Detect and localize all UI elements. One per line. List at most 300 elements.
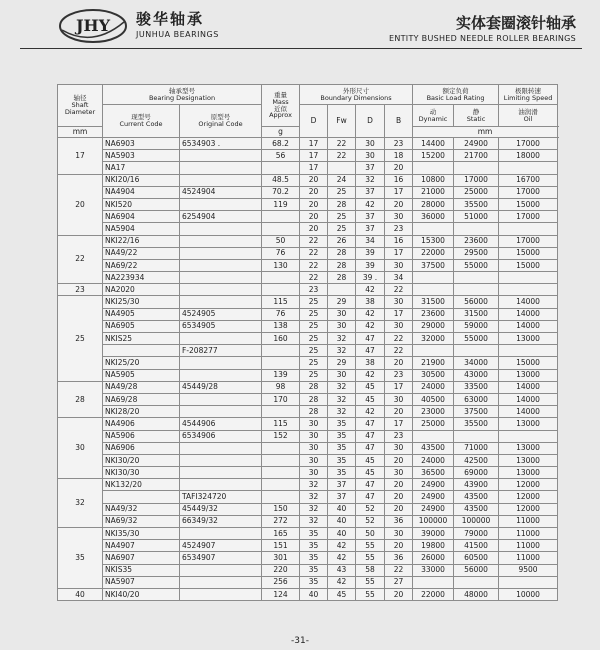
- table-row: [58, 564, 558, 576]
- mass-cell: 170: [262, 393, 300, 405]
- dynamic-load-cell: 23000: [413, 406, 454, 418]
- current-code-cell: NA4904: [103, 186, 180, 198]
- dim-fw-cell: 25: [328, 211, 356, 223]
- current-code-cell: [103, 491, 180, 503]
- mass-cell: 119: [262, 198, 300, 210]
- dim-d-cell: 22: [300, 235, 328, 247]
- original-code-cell: 6534907: [180, 552, 262, 564]
- dim-d-cell: 22: [300, 272, 328, 284]
- static-load-cell: 43500: [454, 491, 499, 503]
- current-code-cell: NA6903: [103, 138, 180, 150]
- dim-fw-cell: 40: [328, 528, 356, 540]
- current-code-cell: NKI28/20: [103, 406, 180, 418]
- static-load-cell: [454, 345, 499, 357]
- dim-fw-cell: 40: [328, 515, 356, 527]
- dim-outer-d-cell: 47: [356, 418, 385, 430]
- shaft-diameter-cell: 23: [58, 284, 103, 296]
- dim-d-cell: 35: [300, 576, 328, 588]
- static-load-cell: 56000: [454, 564, 499, 576]
- current-code-cell: NA223934: [103, 272, 180, 284]
- dim-fw-cell: [328, 284, 356, 296]
- current-code-cell: NA49/22: [103, 247, 180, 259]
- oil-speed-cell: 11000: [499, 528, 558, 540]
- oil-speed-cell: 11000: [499, 540, 558, 552]
- mass-cell: 76: [262, 247, 300, 259]
- table-row: [58, 503, 558, 515]
- dim-fw-cell: 30: [328, 320, 356, 332]
- mass-cell: 139: [262, 369, 300, 381]
- dynamic-load-cell: 40500: [413, 393, 454, 405]
- dim-d-cell: 25: [300, 320, 328, 332]
- mass-cell: 151: [262, 540, 300, 552]
- dim-fw-cell: 32: [328, 381, 356, 393]
- current-code-cell: NA5905: [103, 369, 180, 381]
- dim-fw-cell: 40: [328, 503, 356, 515]
- original-code-cell: [180, 272, 262, 284]
- dim-d-cell: 25: [300, 308, 328, 320]
- dim-outer-d-cell: 42: [356, 308, 385, 320]
- dim-b-cell: 30: [385, 320, 413, 332]
- original-code-cell: [180, 150, 262, 162]
- dim-outer-d-cell: 39: [356, 247, 385, 259]
- dim-b-cell: 23: [385, 369, 413, 381]
- oil-speed-cell: [499, 223, 558, 235]
- dynamic-load-cell: 39000: [413, 528, 454, 540]
- table-row: [58, 186, 558, 198]
- dim-fw-cell: 37: [328, 491, 356, 503]
- dim-d-cell: 28: [300, 393, 328, 405]
- dim-outer-d-cell: 37: [356, 223, 385, 235]
- oil-speed-cell: [499, 272, 558, 284]
- static-load-cell: 23600: [454, 235, 499, 247]
- static-load-cell: 56000: [454, 296, 499, 308]
- table-row: [58, 211, 558, 223]
- dim-fw-cell: 35: [328, 454, 356, 466]
- shaft-diameter-cell: 30: [58, 418, 103, 479]
- table-row: [58, 284, 558, 296]
- limiting-speed-header: 极限转速 Limiting Speed: [499, 85, 558, 105]
- dim-outer-d-cell: 38: [356, 357, 385, 369]
- static-load-cell: 25000: [454, 186, 499, 198]
- dynamic-load-cell: 25000: [413, 418, 454, 430]
- static-load-cell: 34000: [454, 357, 499, 369]
- dynamic-load-cell: [413, 284, 454, 296]
- current-code-cell: NKI22/16: [103, 235, 180, 247]
- table-row: [58, 235, 558, 247]
- shaft-diameter-cell: 40: [58, 588, 103, 600]
- dim-d-cell: 25: [300, 296, 328, 308]
- dynamic-load-cell: [413, 223, 454, 235]
- original-code-cell: [180, 576, 262, 588]
- dim-fw-cell: 28: [328, 272, 356, 284]
- dim-fw-cell: 28: [328, 259, 356, 271]
- static-load-cell: 41500: [454, 540, 499, 552]
- oil-speed-cell: 11000: [499, 552, 558, 564]
- current-code-cell: NK132/20: [103, 479, 180, 491]
- static-load-cell: [454, 430, 499, 442]
- original-code-cell: [180, 528, 262, 540]
- original-code-cell: 4524905: [180, 308, 262, 320]
- dim-b-cell: 20: [385, 479, 413, 491]
- table-header: [58, 85, 558, 138]
- original-code-cell: [180, 333, 262, 345]
- dim-fw-cell: 29: [328, 296, 356, 308]
- dim-outer-d-header: D: [356, 105, 385, 138]
- mass-cell: [262, 454, 300, 466]
- table-row: [58, 198, 558, 210]
- mass-cell: 124: [262, 588, 300, 600]
- mass-cell: [262, 345, 300, 357]
- dim-d-cell: 32: [300, 479, 328, 491]
- dim-d-cell: 28: [300, 381, 328, 393]
- dim-outer-d-cell: 42: [356, 369, 385, 381]
- table-body: [58, 138, 558, 601]
- original-code-cell: 4544906: [180, 418, 262, 430]
- shaft-diameter-cell: 22: [58, 235, 103, 284]
- mass-unit: g: [262, 127, 300, 138]
- dynamic-load-cell: 26000: [413, 552, 454, 564]
- dim-fw-cell: 32: [328, 345, 356, 357]
- dim-b-cell: 36: [385, 552, 413, 564]
- dim-b-cell: 20: [385, 540, 413, 552]
- static-load-cell: 42500: [454, 454, 499, 466]
- table-row: [58, 393, 558, 405]
- dim-d-cell: 25: [300, 345, 328, 357]
- oil-speed-cell: 15000: [499, 357, 558, 369]
- dynamic-load-cell: 37500: [413, 259, 454, 271]
- dim-fw-cell: [328, 162, 356, 174]
- original-code-cell: [180, 284, 262, 296]
- mass-cell: 165: [262, 528, 300, 540]
- current-code-cell: NA4907: [103, 540, 180, 552]
- current-code-cell: NA2020: [103, 284, 180, 296]
- dim-b-header: B: [385, 105, 413, 138]
- dim-fw-cell: 26: [328, 235, 356, 247]
- table-row: [58, 381, 558, 393]
- oil-speed-cell: [499, 430, 558, 442]
- dynamic-load-cell: 23600: [413, 308, 454, 320]
- current-code-cell: NA5903: [103, 150, 180, 162]
- current-code-cell: NA69/32: [103, 515, 180, 527]
- dim-fw-cell: 37: [328, 479, 356, 491]
- dim-fw-cell: 32: [328, 406, 356, 418]
- dim-outer-d-cell: 39 .: [356, 272, 385, 284]
- static-load-cell: 37500: [454, 406, 499, 418]
- dim-outer-d-cell: 45: [356, 381, 385, 393]
- dim-outer-d-cell: 42: [356, 284, 385, 296]
- dynamic-load-cell: 10800: [413, 174, 454, 186]
- original-code-cell: [180, 564, 262, 576]
- dim-outer-d-cell: 47: [356, 479, 385, 491]
- current-code-cell: NA4906: [103, 418, 180, 430]
- table-row: [58, 528, 558, 540]
- jhy-logo: [58, 8, 128, 44]
- table-row: [58, 138, 558, 150]
- dim-outer-d-cell: 52: [356, 503, 385, 515]
- dim-b-cell: 34: [385, 272, 413, 284]
- dim-outer-d-cell: 32: [356, 174, 385, 186]
- table-row: [58, 467, 558, 479]
- dim-fw-cell: 25: [328, 223, 356, 235]
- table-row: [58, 588, 558, 600]
- dim-fw-cell: 45: [328, 588, 356, 600]
- dim-outer-d-cell: 42: [356, 406, 385, 418]
- dim-fw-cell: 30: [328, 369, 356, 381]
- dim-b-cell: 22: [385, 333, 413, 345]
- oil-speed-cell: 11000: [499, 515, 558, 527]
- bearing-designation-header: 轴承型号 Bearing Designation: [103, 85, 262, 105]
- static-load-cell: 43000: [454, 369, 499, 381]
- dim-d-cell: 20: [300, 223, 328, 235]
- static-load-cell: 35500: [454, 418, 499, 430]
- static-load-cell: 29500: [454, 247, 499, 259]
- oil-speed-cell: 12000: [499, 503, 558, 515]
- bearing-spec-table: [57, 84, 558, 601]
- table-row: [58, 442, 558, 454]
- dim-fw-cell: 43: [328, 564, 356, 576]
- dynamic-load-cell: 24000: [413, 454, 454, 466]
- static-load-cell: 60500: [454, 552, 499, 564]
- current-code-cell: NA69/22: [103, 259, 180, 271]
- dynamic-load-cell: 33000: [413, 564, 454, 576]
- current-code-cell: NKI520: [103, 198, 180, 210]
- original-code-cell: [180, 369, 262, 381]
- oil-speed-cell: 17000: [499, 211, 558, 223]
- original-code-cell: [180, 393, 262, 405]
- dim-fw-cell: 32: [328, 393, 356, 405]
- oil-speed-cell: 14000: [499, 320, 558, 332]
- shaft-diameter-cell: 32: [58, 479, 103, 528]
- table-row: [58, 247, 558, 259]
- mass-cell: 56: [262, 150, 300, 162]
- dim-fw-cell: 28: [328, 198, 356, 210]
- load-rating-header: 额定负荷 Basic Load Rating: [413, 85, 499, 105]
- dim-b-cell: 22: [385, 284, 413, 296]
- original-code-cell: 4524904: [180, 186, 262, 198]
- current-code-cell: NA17: [103, 162, 180, 174]
- page-header: [0, 0, 600, 52]
- mass-cell: 160: [262, 333, 300, 345]
- table-row: [58, 174, 558, 186]
- dim-fw-cell: 42: [328, 576, 356, 588]
- static-load-cell: 21700: [454, 150, 499, 162]
- static-load-cell: [454, 284, 499, 296]
- mass-cell: 48.5: [262, 174, 300, 186]
- dynamic-load-cell: 24900: [413, 479, 454, 491]
- oil-speed-cell: 12000: [499, 491, 558, 503]
- dim-b-cell: 30: [385, 296, 413, 308]
- static-load-cell: 63000: [454, 393, 499, 405]
- static-load-cell: [454, 576, 499, 588]
- table-row: [58, 162, 558, 174]
- static-load-cell: 43500: [454, 503, 499, 515]
- table-row: [58, 272, 558, 284]
- dim-b-cell: 20: [385, 162, 413, 174]
- mass-cell: [262, 357, 300, 369]
- table-row: [58, 345, 558, 357]
- oil-speed-cell: 15000: [499, 247, 558, 259]
- static-load-cell: 17000: [454, 174, 499, 186]
- table-row: [58, 333, 558, 345]
- original-code-cell: [180, 235, 262, 247]
- dim-fw-cell: 24: [328, 174, 356, 186]
- mass-cell: 301: [262, 552, 300, 564]
- mass-cell: [262, 223, 300, 235]
- original-code-cell: [180, 198, 262, 210]
- oil-speed-cell: 15000: [499, 198, 558, 210]
- original-code-cell: 6534905: [180, 320, 262, 332]
- dynamic-load-cell: 43500: [413, 442, 454, 454]
- table-row: [58, 223, 558, 235]
- dim-b-cell: 16: [385, 174, 413, 186]
- dim-b-cell: 20: [385, 588, 413, 600]
- dim-outer-d-cell: 45: [356, 393, 385, 405]
- original-code-cell: 6534903 .: [180, 138, 262, 150]
- current-code-cell: NA49/32: [103, 503, 180, 515]
- oil-speed-cell: 10000: [499, 588, 558, 600]
- current-code-cell: NA69/28: [103, 393, 180, 405]
- shaft-diameter-header: 轴径 Shaft Diameter: [58, 85, 103, 127]
- mass-cell: 68.2: [262, 138, 300, 150]
- table-row: [58, 296, 558, 308]
- logo-text: JHY: [75, 16, 111, 35]
- dim-d-cell: 32: [300, 515, 328, 527]
- table-row: [58, 406, 558, 418]
- dim-b-cell: 20: [385, 357, 413, 369]
- original-code-cell: TAFI324720: [180, 491, 262, 503]
- current-code-cell: NKI35/30: [103, 528, 180, 540]
- oil-speed-cell: 14000: [499, 381, 558, 393]
- dim-d-cell: 17: [300, 162, 328, 174]
- dim-d-cell: 20: [300, 211, 328, 223]
- dim-b-cell: 27: [385, 576, 413, 588]
- dynamic-load-cell: [413, 345, 454, 357]
- dim-b-cell: 17: [385, 418, 413, 430]
- static-load-cell: 69000: [454, 467, 499, 479]
- dim-fw-cell: 42: [328, 552, 356, 564]
- current-code-cell: NKI30/30: [103, 467, 180, 479]
- dim-d-cell: 25: [300, 333, 328, 345]
- mass-cell: [262, 467, 300, 479]
- dim-d-cell: 28: [300, 406, 328, 418]
- dim-d-cell: 30: [300, 418, 328, 430]
- shaft-diameter-cell: 28: [58, 381, 103, 418]
- dynamic-load-cell: 15300: [413, 235, 454, 247]
- shaft-diameter-cell: 20: [58, 174, 103, 235]
- dim-outer-d-cell: 45: [356, 454, 385, 466]
- brand-name-en: JUNHUA BEARINGS: [136, 30, 219, 39]
- original-code-cell: [180, 442, 262, 454]
- mass-cell: 220: [262, 564, 300, 576]
- dim-b-cell: 30: [385, 259, 413, 271]
- dynamic-load-cell: 29000: [413, 320, 454, 332]
- dynamic-load-cell: 22000: [413, 588, 454, 600]
- original-code-cell: [180, 588, 262, 600]
- original-code-cell: [180, 162, 262, 174]
- oil-speed-cell: 14000: [499, 393, 558, 405]
- mass-cell: 115: [262, 296, 300, 308]
- dim-outer-d-cell: 42: [356, 198, 385, 210]
- dim-fw-cell: 25: [328, 186, 356, 198]
- oil-speed-cell: [499, 576, 558, 588]
- dim-outer-d-cell: 55: [356, 576, 385, 588]
- dim-b-cell: 23: [385, 138, 413, 150]
- dim-b-cell: 17: [385, 247, 413, 259]
- oil-speed-cell: 17000: [499, 186, 558, 198]
- table-row: [58, 515, 558, 527]
- table-row: [58, 418, 558, 430]
- dim-outer-d-cell: 47: [356, 442, 385, 454]
- mass-header: 重量 Mass 近似 Approx: [262, 85, 300, 127]
- dim-b-cell: 22: [385, 564, 413, 576]
- static-load-cell: 55000: [454, 259, 499, 271]
- dim-fw-cell: 35: [328, 442, 356, 454]
- mass-cell: 150: [262, 503, 300, 515]
- original-code-cell: [180, 259, 262, 271]
- static-load-cell: 71000: [454, 442, 499, 454]
- dim-d-cell: 40: [300, 588, 328, 600]
- current-code-cell: NA5906: [103, 430, 180, 442]
- static-load-cell: 100000: [454, 515, 499, 527]
- original-code-cell: [180, 479, 262, 491]
- dim-d-cell: 35: [300, 564, 328, 576]
- dynamic-load-cell: 19800: [413, 540, 454, 552]
- oil-speed-cell: 13000: [499, 454, 558, 466]
- dynamic-load-cell: 21000: [413, 186, 454, 198]
- dim-fw-cell: 35: [328, 467, 356, 479]
- dim-outer-d-cell: 50: [356, 528, 385, 540]
- mass-cell: [262, 406, 300, 418]
- dynamic-load-cell: 15200: [413, 150, 454, 162]
- dynamic-load-cell: 36500: [413, 467, 454, 479]
- shaft-diameter-cell: 17: [58, 138, 103, 175]
- dim-b-cell: 18: [385, 150, 413, 162]
- dim-d-cell: 17: [300, 150, 328, 162]
- table-row: [58, 479, 558, 491]
- dim-b-cell: 16: [385, 235, 413, 247]
- dim-b-cell: 20: [385, 454, 413, 466]
- dim-b-cell: 20: [385, 503, 413, 515]
- static-load-cell: 48000: [454, 588, 499, 600]
- dynamic-load-cell: 100000: [413, 515, 454, 527]
- oil-speed-cell: 14000: [499, 308, 558, 320]
- dim-b-cell: 30: [385, 211, 413, 223]
- dim-d-cell: 25: [300, 369, 328, 381]
- dim-b-cell: 20: [385, 491, 413, 503]
- mass-cell: [262, 491, 300, 503]
- dim-fw-header: Fw: [328, 105, 356, 138]
- page-title-cn: 实体套圈滚针轴承: [455, 14, 576, 32]
- mass-cell: [262, 442, 300, 454]
- dim-fw-cell: 32: [328, 333, 356, 345]
- oil-speed-cell: 15000: [499, 259, 558, 271]
- mass-cell: 76: [262, 308, 300, 320]
- shaft-diameter-cell: 35: [58, 528, 103, 589]
- dim-fw-cell: 29: [328, 357, 356, 369]
- current-code-cell: NA4905: [103, 308, 180, 320]
- dynamic-load-cell: [413, 272, 454, 284]
- table-row: [58, 357, 558, 369]
- current-code-cell: NA6904: [103, 211, 180, 223]
- dim-d-cell: 35: [300, 528, 328, 540]
- dim-d-cell: 30: [300, 430, 328, 442]
- dim-outer-d-cell: 37: [356, 211, 385, 223]
- page-title-en: ENTITY BUSHED NEEDLE ROLLER BEARINGS: [388, 34, 576, 43]
- dim-b-cell: 17: [385, 186, 413, 198]
- current-code-cell: NKIS35: [103, 564, 180, 576]
- static-load-cell: 35500: [454, 198, 499, 210]
- dim-outer-d-cell: 42: [356, 320, 385, 332]
